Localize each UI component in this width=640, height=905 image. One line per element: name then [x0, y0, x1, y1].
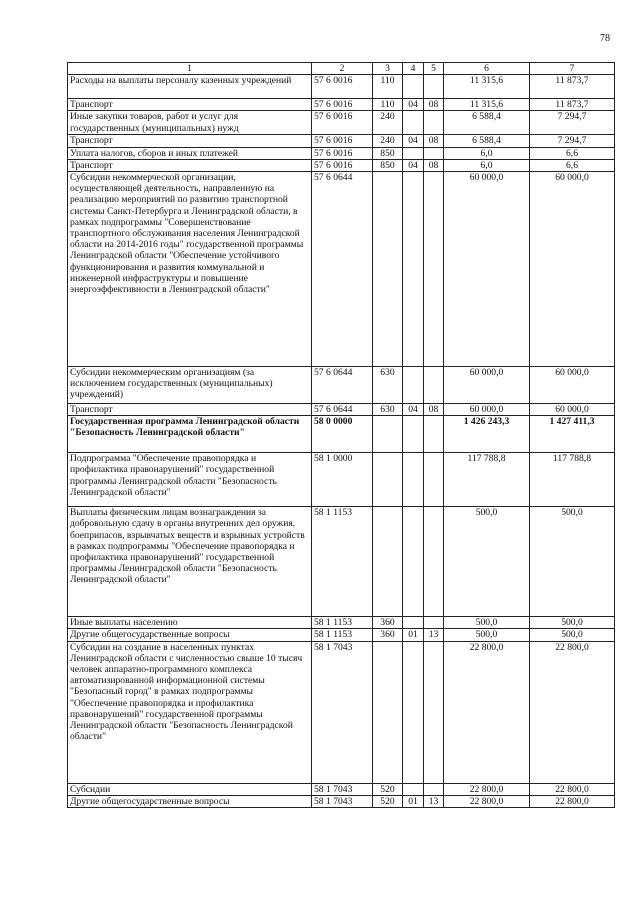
subsection-cell [424, 617, 444, 629]
subsection-cell [424, 172, 444, 367]
expense-type-cell [373, 507, 403, 617]
section-cell [403, 367, 424, 404]
expense-type-cell [373, 172, 403, 367]
subsection-cell: 13 [424, 795, 444, 807]
row-name-cell: Субсидии некоммерческой организации, осуществляющей деятельность, направленную на реализацию мероприятий по развитию транспортной системы Санкт-Петербурга и Ленинградской области, в рамках подпрограммы "Совершенствование транспортного обслуживания населения Ленинградской области на 2014-2016 годы" государственной программы Ленинградской области "Обеспечение устойчивого функционирования и развития коммунальной и инженерной инфраструктуры и повышение энергоэффективности в Ленинградской области" [68, 172, 312, 367]
section-cell [403, 783, 424, 795]
target-article-cell: 57 6 0016 [312, 135, 373, 147]
amount-2015-cell: 6,0 [444, 147, 530, 159]
amount-2015-cell: 500,0 [444, 617, 530, 629]
target-article-cell: 58 1 1153 [312, 617, 373, 629]
amount-2016-cell: 6,6 [530, 147, 615, 159]
expense-type-cell: 520 [373, 783, 403, 795]
amount-2015-cell: 6 588,4 [444, 135, 530, 147]
section-cell [403, 641, 424, 783]
row-name-cell: Другие общегосударственные вопросы [68, 795, 312, 807]
amount-2016-cell: 22 800,0 [530, 641, 615, 783]
table-row [68, 617, 615, 629]
amount-2015-cell: 117 788,8 [444, 453, 530, 507]
row-name-cell: Подпрограмма "Обеспечение правопорядка и профилактика правонарушений" государственной программы Ленинградской области "Безопасность Ленинградской области" [68, 453, 312, 507]
subsection-cell [424, 111, 444, 135]
amount-2016-cell: 7 294,7 [530, 135, 615, 147]
row-name-cell: Другие общегосударственные вопросы [68, 629, 312, 641]
target-article-cell: 58 1 1153 [312, 507, 373, 617]
amount-2015-cell: 6 588,4 [444, 111, 530, 135]
expense-type-cell: 520 [373, 795, 403, 807]
expense-type-cell [373, 641, 403, 783]
section-cell [403, 172, 424, 367]
amount-2016-cell: 117 788,8 [530, 453, 615, 507]
table-row [68, 367, 615, 404]
amount-2015-cell: 11 315,6 [444, 99, 530, 111]
amount-2016-cell: 500,0 [530, 629, 615, 641]
expense-type-cell: 240 [373, 111, 403, 135]
target-article-cell: 58 1 7043 [312, 641, 373, 783]
section-cell [403, 75, 424, 99]
expense-type-cell: 630 [373, 367, 403, 404]
row-name-cell: Транспорт [68, 135, 312, 147]
amount-2015-cell: 500,0 [444, 629, 530, 641]
amount-2016-cell: 22 800,0 [530, 783, 615, 795]
amount-2016-cell: 60 000,0 [530, 404, 615, 416]
target-article-cell: 57 6 0016 [312, 75, 373, 99]
section-cell [403, 111, 424, 135]
amount-2016-cell: 11 873,7 [530, 75, 615, 99]
target-article-cell: 57 6 0016 [312, 159, 373, 171]
amount-2015-cell: 22 800,0 [444, 641, 530, 783]
amount-2015-cell: 22 800,0 [444, 795, 530, 807]
subsection-cell [424, 641, 444, 783]
table-row [68, 99, 615, 111]
section-cell [403, 453, 424, 507]
table-row [68, 75, 615, 99]
section-cell: 04 [403, 159, 424, 171]
amount-2016-cell: 22 800,0 [530, 795, 615, 807]
amount-2016-cell: 500,0 [530, 617, 615, 629]
row-name-cell: Транспорт [68, 404, 312, 416]
amount-2016-cell: 6,6 [530, 159, 615, 171]
header-cell: 6 [444, 63, 530, 75]
amount-2016-cell: 1 427 411,3 [530, 416, 615, 453]
amount-2016-cell: 60 000,0 [530, 172, 615, 367]
row-name-cell: Иные выплаты населению [68, 617, 312, 629]
target-article-cell: 58 0 0000 [312, 416, 373, 453]
amount-2015-cell: 500,0 [444, 507, 530, 617]
table-row [68, 404, 615, 416]
expense-type-cell: 360 [373, 617, 403, 629]
target-article-cell: 57 6 0644 [312, 404, 373, 416]
section-cell [403, 507, 424, 617]
expense-type-cell: 110 [373, 99, 403, 111]
row-name-cell: Транспорт [68, 99, 312, 111]
row-name-cell: Субсидии на создание в населенных пунктах Ленинградской области с численностью свыше 10 тысяч человек аппаратно-программного комплекса автоматизированной информационной системы "Безопасный город" в рамках подпрограммы "Обеспечение правопорядка и профилактика правонарушений" государственной программы Ленинградской области "Безопасность Ленинградской области" [68, 641, 312, 783]
section-cell: 04 [403, 404, 424, 416]
expense-type-cell [373, 453, 403, 507]
expense-type-cell: 630 [373, 404, 403, 416]
expense-type-cell: 850 [373, 159, 403, 171]
amount-2015-cell: 60 000,0 [444, 404, 530, 416]
subsection-cell: 13 [424, 629, 444, 641]
header-cell: 7 [530, 63, 615, 75]
page-number: 78 [600, 33, 610, 44]
table-row [68, 783, 615, 795]
row-name-cell: Транспорт [68, 159, 312, 171]
section-cell: 04 [403, 99, 424, 111]
subsection-cell: 08 [424, 99, 444, 111]
section-cell [403, 617, 424, 629]
row-name-cell: Выплаты физическим лицам вознаграждения за добровольную сдачу в органы внутренних дел оружия, боеприпасов, взрывчатых веществ и взрывных устройств в рамках подпрограммы "Обеспечение правопорядка и профилактика правонарушений" государственной программы Ленинградской области "Безопасность Ленинградской области" [68, 507, 312, 617]
target-article-cell: 57 6 0644 [312, 172, 373, 367]
section-cell: 04 [403, 135, 424, 147]
section-cell: 01 [403, 629, 424, 641]
table-row [68, 159, 615, 171]
table-row [68, 172, 615, 367]
table-row [68, 795, 615, 807]
row-name-cell: Государственная программа Ленинградской области "Безопасность Ленинградской области" [68, 416, 312, 453]
target-article-cell: 58 1 1153 [312, 629, 373, 641]
table-row [68, 641, 615, 783]
table-row [68, 111, 615, 135]
amount-2015-cell: 60 000,0 [444, 367, 530, 404]
expense-type-cell: 360 [373, 629, 403, 641]
expense-type-cell [373, 416, 403, 453]
target-article-cell: 57 6 0644 [312, 367, 373, 404]
header-cell: 4 [403, 63, 424, 75]
target-article-cell: 58 1 7043 [312, 795, 373, 807]
section-cell: 01 [403, 795, 424, 807]
table-row [68, 416, 615, 453]
expense-type-cell: 850 [373, 147, 403, 159]
amount-2016-cell: 500,0 [530, 507, 615, 617]
table-row [68, 147, 615, 159]
amount-2016-cell: 11 873,7 [530, 99, 615, 111]
amount-2015-cell: 22 800,0 [444, 783, 530, 795]
header-cell: 2 [312, 63, 373, 75]
header-cell: 5 [424, 63, 444, 75]
subsection-cell [424, 507, 444, 617]
amount-2015-cell: 1 426 243,3 [444, 416, 530, 453]
section-cell [403, 416, 424, 453]
amount-2015-cell: 11 315,6 [444, 75, 530, 99]
subsection-cell [424, 147, 444, 159]
target-article-cell: 58 1 0000 [312, 453, 373, 507]
row-name-cell: Субсидии некоммерческим организациям (за исключением государственных (муниципальных) учреждений) [68, 367, 312, 404]
table-body [68, 75, 615, 808]
expense-type-cell: 110 [373, 75, 403, 99]
amount-2015-cell: 60 000,0 [444, 172, 530, 367]
subsection-cell [424, 783, 444, 795]
row-name-cell: Иные закупки товаров, работ и услуг для государственных (муниципальных) нужд [68, 111, 312, 135]
subsection-cell: 08 [424, 404, 444, 416]
subsection-cell [424, 416, 444, 453]
table-header-row [68, 63, 615, 75]
target-article-cell: 57 6 0016 [312, 99, 373, 111]
table-row [68, 629, 615, 641]
section-cell [403, 147, 424, 159]
target-article-cell: 57 6 0016 [312, 111, 373, 135]
header-cell: 1 [68, 63, 312, 75]
table-row [68, 507, 615, 617]
row-name-cell: Расходы на выплаты персоналу казенных учреждений [68, 75, 312, 99]
row-name-cell: Субсидии [68, 783, 312, 795]
subsection-cell [424, 367, 444, 404]
table-row [68, 453, 615, 507]
target-article-cell: 58 1 7043 [312, 783, 373, 795]
subsection-cell: 08 [424, 159, 444, 171]
amount-2015-cell: 6,0 [444, 159, 530, 171]
subsection-cell [424, 75, 444, 99]
amount-2016-cell: 60 000,0 [530, 367, 615, 404]
header-cell: 3 [373, 63, 403, 75]
amount-2016-cell: 7 294,7 [530, 111, 615, 135]
table-row [68, 135, 615, 147]
target-article-cell: 57 6 0016 [312, 147, 373, 159]
subsection-cell: 08 [424, 135, 444, 147]
budget-table [67, 62, 615, 808]
expense-type-cell: 240 [373, 135, 403, 147]
row-name-cell: Уплата налогов, сборов и иных платежей [68, 147, 312, 159]
subsection-cell [424, 453, 444, 507]
